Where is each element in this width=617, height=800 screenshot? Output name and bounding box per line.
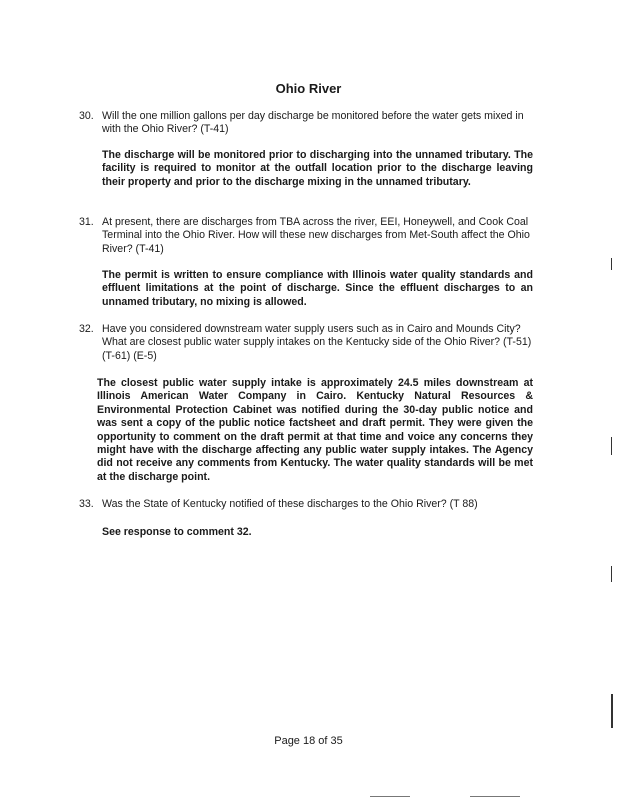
scan-artifact bbox=[470, 796, 520, 797]
comment-question: Will the one million gallons per day discharge be monitored before the water gets mixed in with the Ohio River? (T-41) bbox=[102, 110, 524, 136]
comment-item bbox=[0, 110, 617, 140]
comment-item bbox=[0, 216, 617, 260]
comment-question: Was the State of Kentucky notified of these discharges to the Ohio River? (T 88) bbox=[102, 498, 478, 510]
comment-item bbox=[0, 323, 617, 367]
page-number: Page 18 of 35 bbox=[274, 735, 343, 747]
comment-question: Have you considered downstream water supply users such as in Cairo and Mounds City? What are closest public water supply intakes on the Kentucky side of the Ohio River? (T-51) (T-61) (E-5) bbox=[102, 323, 532, 362]
comment-response: See response to comment 32. bbox=[102, 526, 252, 538]
scan-artifact bbox=[611, 258, 612, 270]
scan-artifact bbox=[611, 694, 613, 728]
scan-artifact bbox=[611, 566, 612, 582]
comment-question: At present, there are discharges from TBA across the river, EEI, Honeywell, and Cook Coal Terminal into the Ohio River. How will these new discharges from Met-South affect the Ohio River? (T-41) bbox=[102, 216, 530, 255]
comment-number: 33. bbox=[79, 498, 94, 510]
comment-number: 30. bbox=[79, 110, 94, 122]
comment-number: 31. bbox=[79, 216, 94, 228]
page-title: Ohio River bbox=[275, 81, 342, 96]
comment-response: The closest public water supply intake is approximately 24.5 miles downstream at Illinois American Water Company in Cairo. Kentucky Natural Resources & Environmental Protection Cabinet was notified during the 30-day public notice and was sent a copy of the public notice factsheet and draft permit. They were given the opportunity to comment on the draft permit at that time and voice any concerns they might have with the discharge affecting any public water supply intakes. The Agency did not receive any comments from Kentucky. The water quality standards will be met at the discharge point. bbox=[97, 377, 533, 483]
comment-number: 32. bbox=[79, 323, 94, 335]
scan-artifact bbox=[611, 437, 612, 455]
comment-response: The permit is written to ensure compliance with Illinois water quality standards and effluent limitations at the point of discharge. Since the effluent discharges to an unnamed tributary, no mixing is allowed. bbox=[102, 269, 533, 308]
comment-item bbox=[0, 498, 617, 514]
comment-response: The discharge will be monitored prior to discharging into the unnamed tributary. The facility is required to monitor at the outfall location prior to the discharge leaving their property and prior to the discharge mixing in the unnamed tributary. bbox=[102, 149, 533, 188]
scan-artifact bbox=[370, 796, 410, 797]
